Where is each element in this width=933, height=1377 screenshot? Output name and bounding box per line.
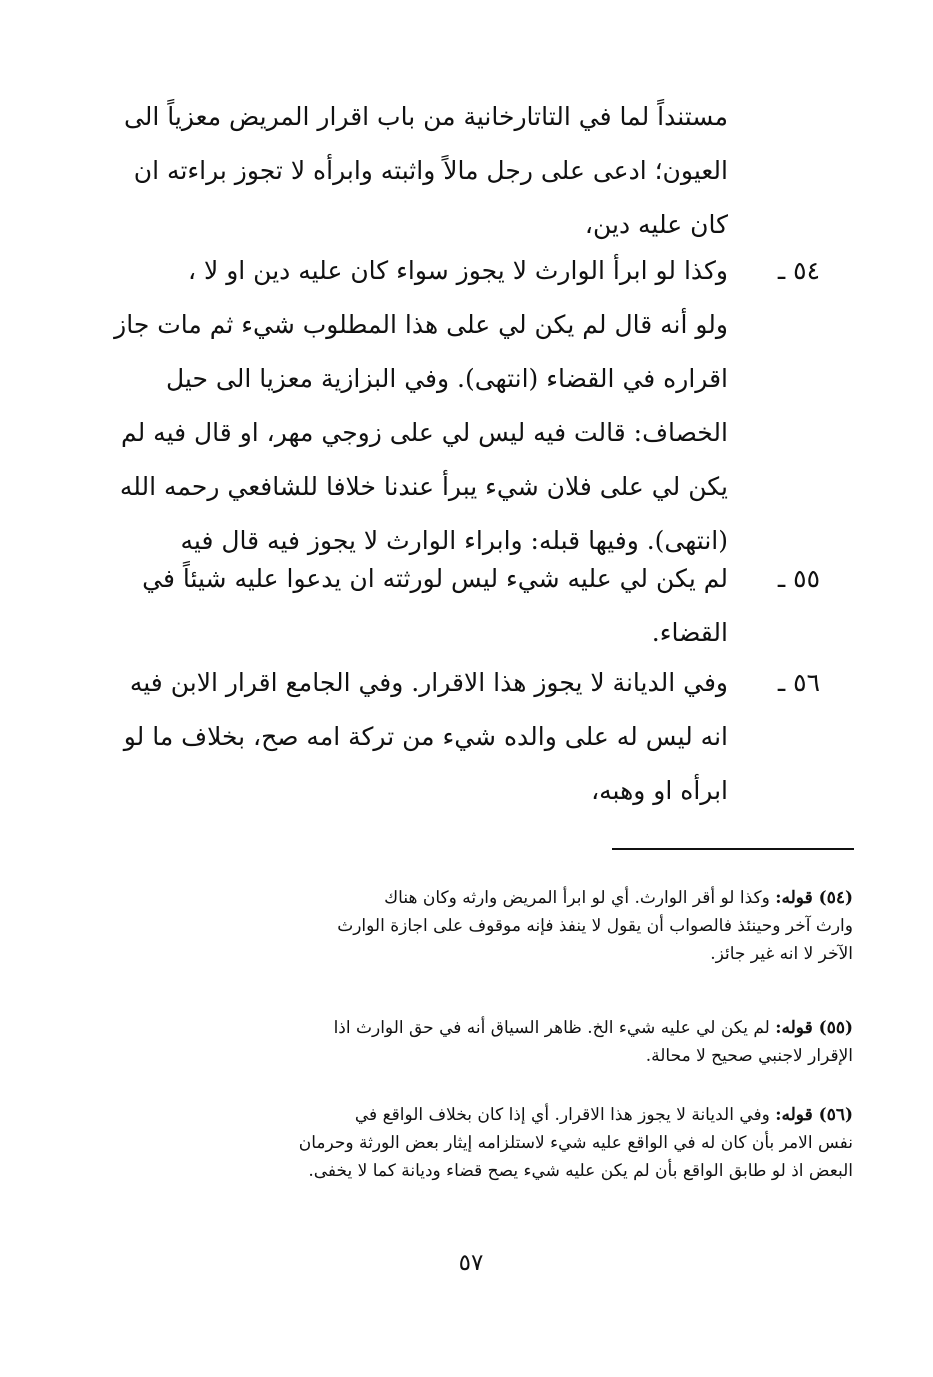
footnote	[103, 1101, 853, 1185]
footnote-head: (٥٦) قوله:	[775, 1105, 853, 1125]
item-number: ٥٤ ـ	[777, 256, 820, 285]
footnote-line: وارث آخر وحينئذ فالصواب أن يقول لا ينفذ فإنه موقوف على اجازة الوارث	[337, 916, 853, 936]
text-line: مستنداً لما في التاتارخانية من باب اقرار المريض معزياً الى	[123, 102, 728, 131]
text-line: كان عليه دين،	[584, 210, 728, 239]
footnote-head: (٥٤) قوله:	[775, 888, 853, 908]
item-number: ٥٥ ـ	[777, 564, 820, 593]
footnote	[103, 884, 853, 968]
text-line: ابرأه او وهبه،	[591, 776, 728, 805]
item-paragraph	[108, 552, 728, 660]
text-line: القضاء.	[651, 618, 728, 647]
text-line: انه ليس له على والده شيء من تركة امه صح، بخلاف ما لو	[123, 722, 728, 751]
text-line: يكن لي على فلان شيء يبرأ عندنا خلافا للشافعي رحمه الله	[119, 472, 728, 501]
footnote-separator	[612, 848, 854, 850]
footnote-text: لم يكن لي عليه شيء الخ. ظاهر السياق أنه في حق الوارث اذا	[333, 1018, 770, 1038]
footnote-text: وفي الديانة لا يجوز هذا الاقرار. أي إذا كان بخلاف الواقع في	[354, 1105, 770, 1125]
page-number: ٥٧	[458, 1250, 484, 1276]
text-line: وفي الديانة لا يجوز هذا الاقرار. وفي الجامع اقرار الابن فيه	[129, 668, 728, 697]
text-line: اقراره في القضاء (انتهى). وفي البزازية معزيا الى حيل	[166, 364, 728, 393]
footnote-line: البعض اذ لو طابق الواقع بأن لم يكن عليه شيء يصح قضاء وديانة كما لا يخفى.	[308, 1161, 853, 1181]
item-paragraph	[108, 656, 728, 818]
text-line: وكذا لو ابرأ الوارث لا يجوز سواء كان عليه دين او لا ،	[187, 256, 728, 285]
footnote-line	[103, 884, 853, 912]
footnote-line: الآخر لا انه غير جائز.	[710, 944, 853, 964]
footnote-line	[103, 1101, 853, 1129]
item-number: ٥٦ ـ	[777, 668, 820, 697]
intro-paragraph	[108, 90, 728, 252]
text-line: العيون؛ ادعى على رجل مالاً واثبته وابرأه لا تجوز براءته ان	[133, 156, 728, 185]
footnote-text: وكذا لو أقر الوارث. أي لو ابرأ المريض وارثه وكان هناك	[384, 888, 770, 908]
footnote-line: نفس الامر بأن كان له في الواقع عليه شيء لاستلزامه إيثار بعض الورثة وحرمان	[298, 1133, 853, 1153]
text-line: (انتهى). وفيها قبله: وابراء الوارث لا يجوز فيه قال فيه	[180, 526, 728, 555]
text-line: الخصاف: قالت فيه ليس لي على زوجي مهر، او قال فيه لم	[120, 418, 728, 447]
footnote-head: (٥٥) قوله:	[775, 1018, 853, 1038]
text-line: ولو أنه قال لم يكن لي على هذا المطلوب شيء ثم مات جاز	[114, 310, 728, 339]
footnote	[103, 1014, 853, 1070]
item-paragraph	[108, 244, 728, 568]
footnote-line: الإقرار لاجنبي صحيح لا محالة.	[645, 1046, 853, 1066]
footnote-line	[103, 1014, 853, 1042]
text-line: لم يكن لي عليه شيء ليس لورثته ان يدعوا عليه شيئاً في	[142, 564, 728, 593]
